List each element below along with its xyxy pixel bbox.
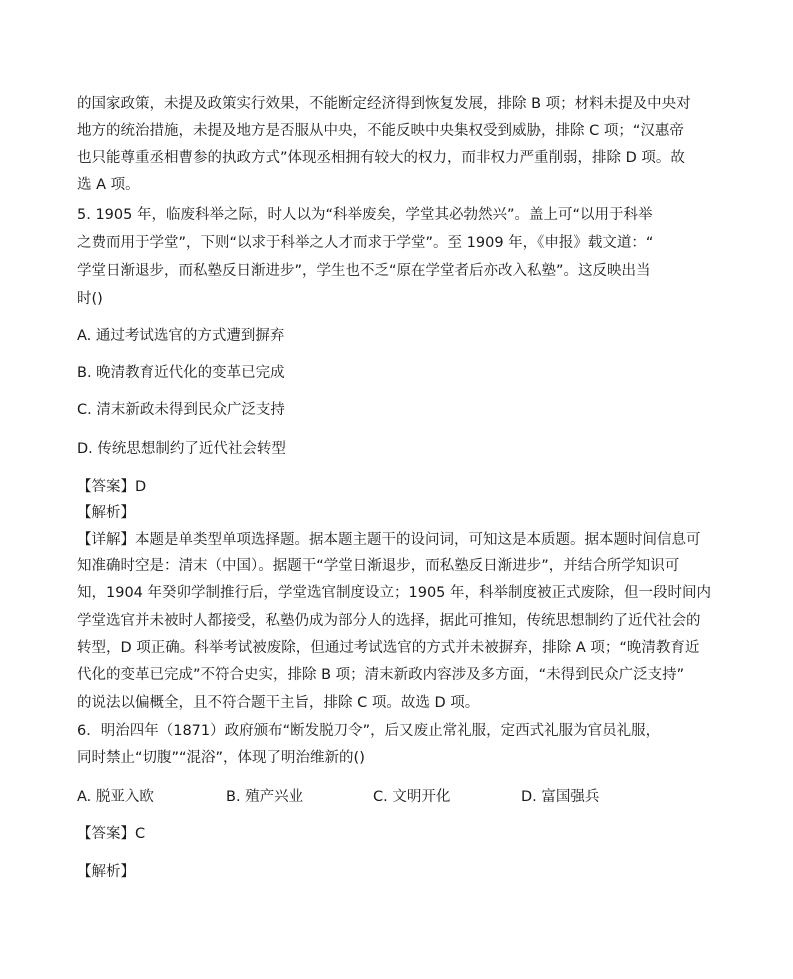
explanation-line: 也只能尊重丞相曹参的执政方式”体现丞相拥有较大的权力，而非权力严重削弱，排除 D 项。故 [77, 150, 685, 166]
question-6-stem-line: 6．明治四年（1871）政府颁布“断发脱刀令”，后又废止常礼服，定西式礼服为官员礼服， [77, 723, 661, 739]
question-5-stem-line: 学堂日渐退步，而私塾反日渐进步”，学生也不乏“原在学堂者后亦改入私塾”。这反映出当 [77, 263, 651, 279]
question-6-option-b: B. 殖产兴业 [226, 789, 304, 805]
question-5-detail-line: 学堂选官并未被时人都接受，私塾仍成为部分人的选择，据此可推知，传统思想制约了近代社会的 [77, 613, 701, 629]
explanation-line: 选 A 项。 [77, 177, 140, 193]
question-5-answer: 【答案】D [77, 479, 147, 495]
question-5-detail-line: 知准确时空是：清末（中国）。据题干“学堂日渐退步，而私塾反日渐进步”，并结合所学知识可 [77, 558, 680, 574]
question-6-answer: 【答案】C [77, 826, 146, 842]
question-6-analysis-label: 【解析】 [77, 864, 135, 880]
question-5-stem-line: 5. 1905 年，临废科举之际，时人以为“科举废矣，学堂其必勃然兴”。盖上可“以用于科举 [77, 207, 653, 223]
question-5-option-c: C. 清末新政未得到民众广泛支持 [77, 402, 285, 418]
question-5-stem-line: 时() [77, 291, 103, 307]
question-6-stem-line: 同时禁止“切腹”“混浴”，体现了明治维新的() [77, 750, 365, 766]
question-5-analysis-label: 【解析】 [77, 505, 135, 521]
question-5-option-d: D. 传统思想制约了近代社会转型 [77, 441, 286, 457]
question-5-detail-line: 代化的变革已完成”不符合史实，排除 B 项；清末新政内容涉及多方面，“未得到民众广泛支持” [77, 667, 685, 683]
question-5-detail-line: 转型，D 项正确。科举考试被废除，但通过考试选官的方式并未被摒弃，排除 A 项；“晚清教育近 [77, 640, 700, 656]
explanation-line: 地方的统治措施，未提及地方是否服从中央，不能反映中央集权受到威胁，排除 C 项；“汉惠帝 [77, 123, 684, 139]
question-6-option-a: A. 脱亚入欧 [77, 789, 154, 805]
question-5-stem-line: 之费而用于学堂”，下则“以求于科举之人才而求于学堂”。至 1909 年，《申报》载文道：“ [77, 235, 654, 251]
question-5-detail-line: 知，1904 年癸卯学制推行后，学堂选官制度设立；1905 年，科举制度被正式废除，但一段时间内 [77, 585, 712, 601]
explanation-line: 的国家政策，未提及政策实行效果，不能断定经济得到恢复发展，排除 B 项；材料未提及中央对 [77, 96, 691, 112]
question-6-option-c: C. 文明开化 [373, 789, 451, 805]
question-5-detail-line: 【详解】本题是单类型单项选择题。据本题主题干的设问词，可知这是本质题。据本题时间信息可 [77, 532, 701, 548]
question-5-option-b: B. 晚清教育近代化的变革已完成 [77, 365, 285, 381]
question-6-option-d: D. 富国强兵 [521, 789, 600, 805]
question-5-option-a: A. 通过考试选官的方式遭到摒弃 [77, 328, 285, 344]
question-5-detail-line: 的说法以偏概全，且不符合题干主旨，排除 C 项。故选 D 项。 [77, 695, 480, 711]
